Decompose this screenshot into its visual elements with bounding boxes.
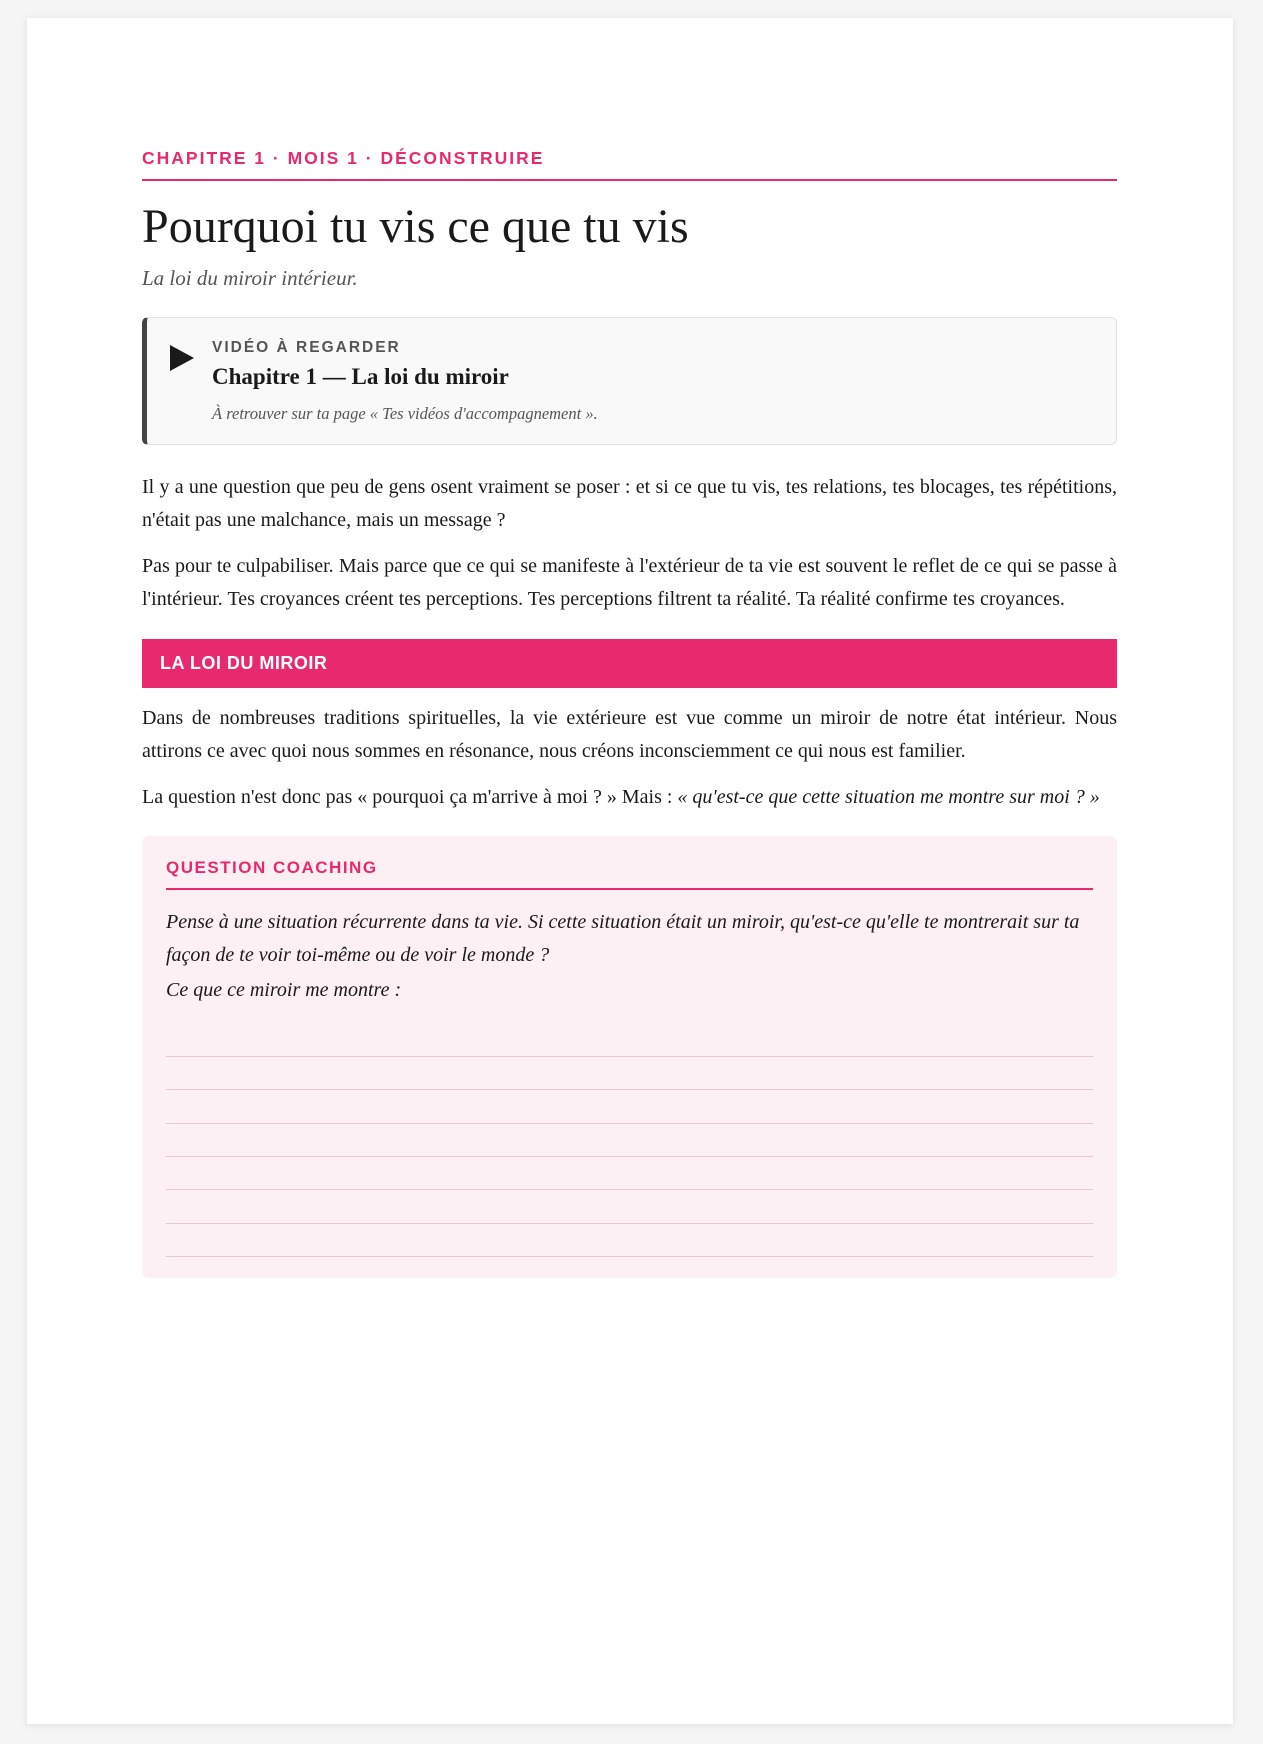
section-banner: LA LOI DU MIROIR bbox=[142, 639, 1117, 688]
writing-line[interactable] bbox=[166, 1124, 1093, 1157]
paragraph-lead: La question n'est donc pas « pourquoi ça m'arrive à moi ? » Mais : bbox=[142, 786, 678, 808]
intro-paragraph: Il y a une question que peu de gens osent vraiment se poser : et si ce que tu vis, tes relations, tes blocages, tes répétitions, n'était pas une malchance, mais un message ? bbox=[142, 476, 1117, 531]
section-paragraph-question bbox=[142, 781, 1117, 814]
video-note: À retrouver sur ta page « Tes vidéos d'accompagnement ». bbox=[212, 404, 598, 423]
page-content bbox=[142, 18, 1117, 1278]
section-paragraph: Dans de nombreuses traditions spirituelles, la vie extérieure est vue comme un miroir de notre état intérieur. Nous attirons ce avec quoi nous sommes en résonance, nous créons inconsciemment ce qui nous est familier. bbox=[142, 707, 1117, 762]
writing-line[interactable] bbox=[166, 1157, 1093, 1190]
video-title: Chapitre 1 — La loi du miroir bbox=[212, 364, 509, 389]
coaching-prompt: Ce que ce miroir me montre : bbox=[166, 978, 402, 1001]
page-title: Pourquoi tu vis ce que tu vis bbox=[142, 200, 689, 253]
writing-line[interactable] bbox=[166, 1024, 1093, 1057]
video-kicker: VIDÉO À REGARDER bbox=[212, 339, 401, 356]
writing-line[interactable] bbox=[166, 1190, 1093, 1223]
page-subtitle: La loi du miroir intérieur. bbox=[142, 266, 358, 290]
paragraph-italic-quote: « qu'est-ce que cette situation me montre sur moi ? » bbox=[677, 786, 1100, 808]
play-icon bbox=[170, 345, 194, 371]
writing-area[interactable] bbox=[166, 1024, 1093, 1258]
writing-line[interactable] bbox=[166, 1090, 1093, 1123]
writing-line[interactable] bbox=[166, 1224, 1093, 1257]
chapter-label: CHAPITRE 1 · MOIS 1 · DÉCONSTRUIRE bbox=[142, 148, 1117, 181]
coaching-box bbox=[142, 836, 1117, 1278]
coaching-question: Pense à une situation récurrente dans ta vie. Si cette situation était un miroir, qu'est-ce qu'elle te montrerait sur ta façon de te voir toi-même ou de voir le monde ? bbox=[166, 910, 1080, 966]
coaching-label: QUESTION COACHING bbox=[166, 858, 1093, 890]
document-page bbox=[27, 18, 1233, 1724]
intro-paragraph: Pas pour te culpabiliser. Mais parce que ce qui se manifeste à l'extérieur de ta vie est souvent le reflet de ce qui se passe à l'intérieur. Tes croyances créent tes perceptions. Tes perceptions filtrent ta réalité. Ta réalité confirme tes croyances. bbox=[142, 555, 1117, 610]
video-callout bbox=[142, 317, 1117, 445]
writing-line[interactable] bbox=[166, 1057, 1093, 1090]
